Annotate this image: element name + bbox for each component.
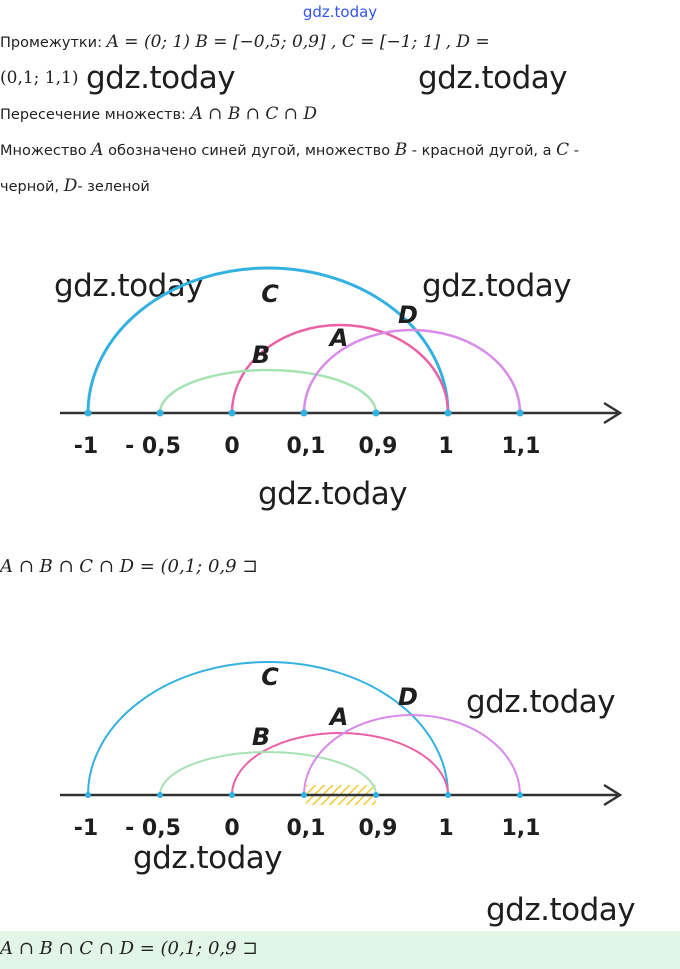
- watermark: gdz.today: [54, 268, 204, 304]
- intersection-label: Пересечение множеств:: [0, 107, 191, 123]
- site-header[interactable]: gdz.today: [302, 3, 378, 21]
- tick-label: - 0,5: [125, 434, 181, 459]
- arc-label-d: D: [398, 683, 418, 711]
- watermark: gdz.today: [486, 892, 636, 928]
- watermark: gdz.today: [258, 476, 408, 512]
- arc-label-c: C: [261, 280, 279, 308]
- tick-label: 1,1: [501, 434, 541, 459]
- description-text: -: [569, 143, 579, 159]
- arc-label-a: A: [329, 324, 349, 352]
- arc-label-d: D: [398, 301, 418, 329]
- description-text: Множество: [0, 143, 92, 159]
- intervals-line: [0, 32, 490, 53]
- intersection-expression: A ∩ B ∩ C ∩ D: [190, 104, 318, 124]
- tick-label: - 0,5: [125, 816, 181, 841]
- watermark: gdz.today: [466, 684, 616, 720]
- tick-label: -1: [73, 816, 99, 841]
- interval-d-expression: (0,1; 1,1): [0, 68, 79, 88]
- description-text: черной,: [0, 179, 64, 195]
- watermark: gdz.today: [418, 60, 568, 96]
- result-expression: A ∩ B ∩ C ∩ D = (0,1; 0,9 ⊐: [0, 556, 258, 577]
- description-line: [0, 140, 579, 161]
- intervals-label: Промежутки:: [0, 35, 107, 51]
- tick-label: 1,1: [501, 816, 541, 841]
- watermark: gdz.today: [86, 60, 236, 96]
- watermark: gdz.today: [133, 840, 283, 876]
- tick-label: 0,9: [358, 816, 398, 841]
- description-text: обозначено синей дугой, множество: [103, 143, 395, 159]
- tick-label: 1: [438, 816, 454, 841]
- arc-b: [160, 370, 376, 413]
- tick-label: 0,1: [286, 434, 326, 459]
- tick-label: 0: [224, 434, 240, 459]
- tick-label: 0,9: [358, 434, 398, 459]
- var-d: D: [63, 176, 78, 196]
- description-text: - красной дугой, а: [407, 143, 557, 159]
- number-line-diagram-2: [0, 633, 680, 848]
- arc-label-b: B: [251, 723, 271, 751]
- description-line-cont: [0, 176, 150, 197]
- intervals-line-cont: [0, 68, 78, 89]
- intersection-line: [0, 104, 317, 125]
- tick-label: 0: [224, 816, 240, 841]
- description-text: - зеленой: [77, 179, 150, 195]
- number-line-diagram-1: [0, 250, 680, 470]
- tick-label: -1: [73, 434, 99, 459]
- arc-label-c: C: [261, 663, 279, 691]
- tick-label: 1: [438, 434, 454, 459]
- var-b: B: [394, 140, 408, 160]
- watermark: gdz.today: [422, 268, 572, 304]
- answer-expression: A ∩ B ∩ C ∩ D = (0,1; 0,9 ⊐: [0, 938, 258, 959]
- arc-label-b: B: [251, 341, 271, 369]
- arc-label-a: A: [329, 703, 349, 731]
- intervals-expression: A = (0; 1) B = [−0,5; 0,9] , C = [−1; 1] , D =: [106, 32, 490, 52]
- var-c: C: [556, 140, 570, 160]
- var-a: A: [91, 140, 104, 160]
- tick-label: 0,1: [286, 816, 326, 841]
